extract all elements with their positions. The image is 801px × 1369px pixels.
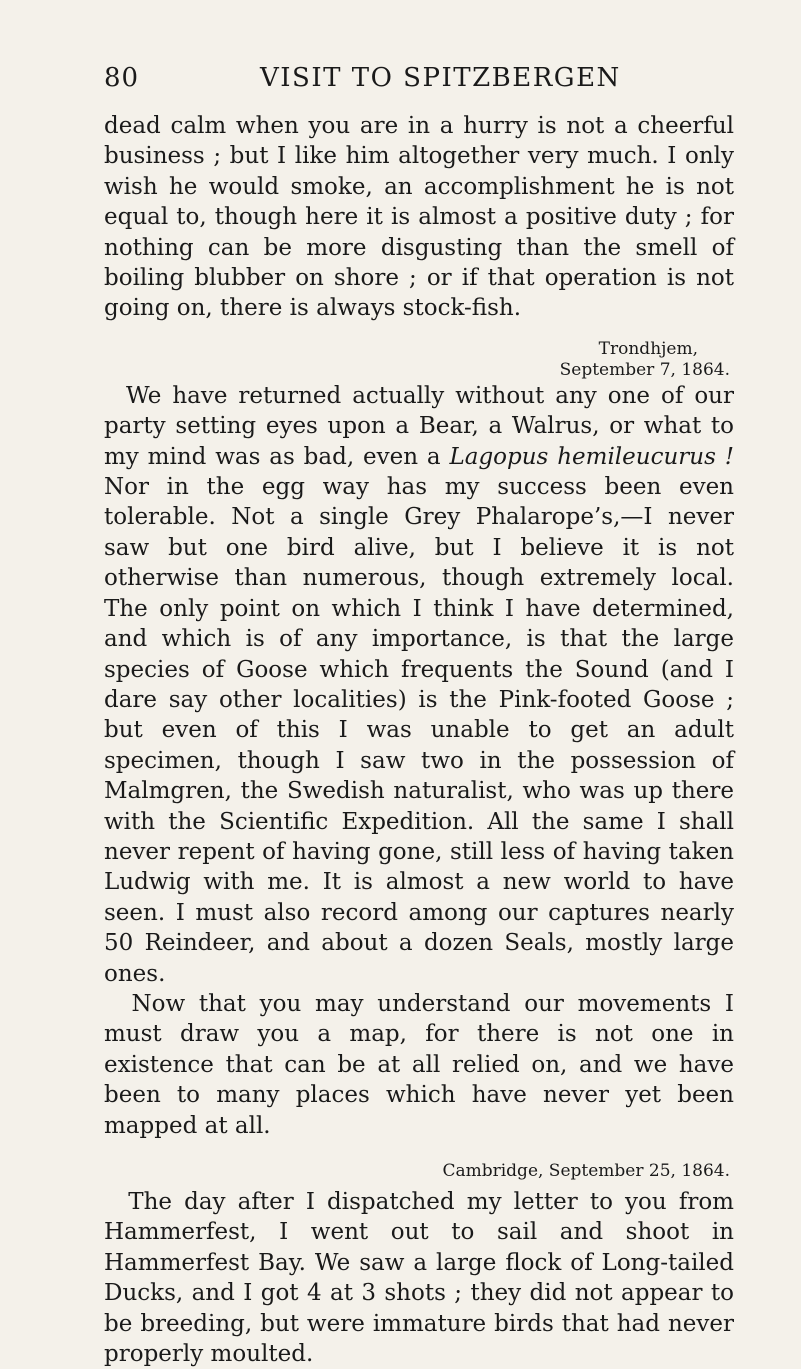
paragraph-letter-trondhjem (104, 381, 734, 989)
page-number: 80 (104, 63, 140, 93)
species-name-italic: Lagopus hemileucurus ! (449, 443, 734, 470)
dateline-place: Trondhjem, (598, 338, 698, 359)
running-head: VISIT TO SPITZBERGEN (260, 63, 621, 93)
paragraph-map (104, 989, 734, 1141)
dateline-cambridge: Cambridge, September 25, 1864. (442, 1161, 730, 1181)
paragraph-text-before-italic: We have returned actually without any one of our party setting eyes upon a Bear, a Walrus, or what to my mind was as bad, even a (104, 382, 734, 470)
page-header (104, 62, 734, 94)
paragraph-continued: dead calm when you are in a hurry is not a cheerful business ; but I like him altogether very much. I only wish he would smoke, an accomplishment he is not equal to, though here it is almost a positive duty ; for nothing can be more disgusting than the smell of boiling blubber on shore ; or if that operation is not going on, there is always stock-fish. (104, 113, 734, 322)
paragraph-map-text: Now that you may understand our movements I must draw you a map, for there is not one in existence that can be at all relied on, and we have been to many places which have never yet been mapped at all. (104, 990, 734, 1139)
dateline-date: September 7, 1864. (559, 359, 730, 380)
body-text (104, 111, 734, 1369)
paragraph-hammerfest (104, 1187, 734, 1369)
paragraph-hammerfest-text: The day after I dispatched my letter to you from Hammerfest, I went out to sail and shoot in Hammerfest Bay. We saw a large flock of Long-tailed Ducks, and I got 4 at 3 shots ; they did not appear to be breeding, but were immature birds that had never properly moulted. (104, 1189, 734, 1368)
paragraph-text-after-italic: Nor in the egg way has my success been even tolerable. Not a single Grey Phalarope’s,—I never saw but one bird alive, but I believe it is not otherwise than numerous, though extremely local. The only point on which I think I have determined, and which is of any importance, is that the large species of Goose which frequents the Sound (and I dare say other localities) is the Pink-footed Goose ; but even of this I was unable to get an adult specimen, though I saw two in the possession of Malmgren, the Swedish naturalist, who was up there with the Scientific Expedition. All the same I shall never repent of having gone, still less of having taken Ludwig with me. It is almost a new world to have seen. I must also record among our captures nearly 50 Reindeer, and about a dozen Seals, mostly large ones. (104, 474, 734, 987)
